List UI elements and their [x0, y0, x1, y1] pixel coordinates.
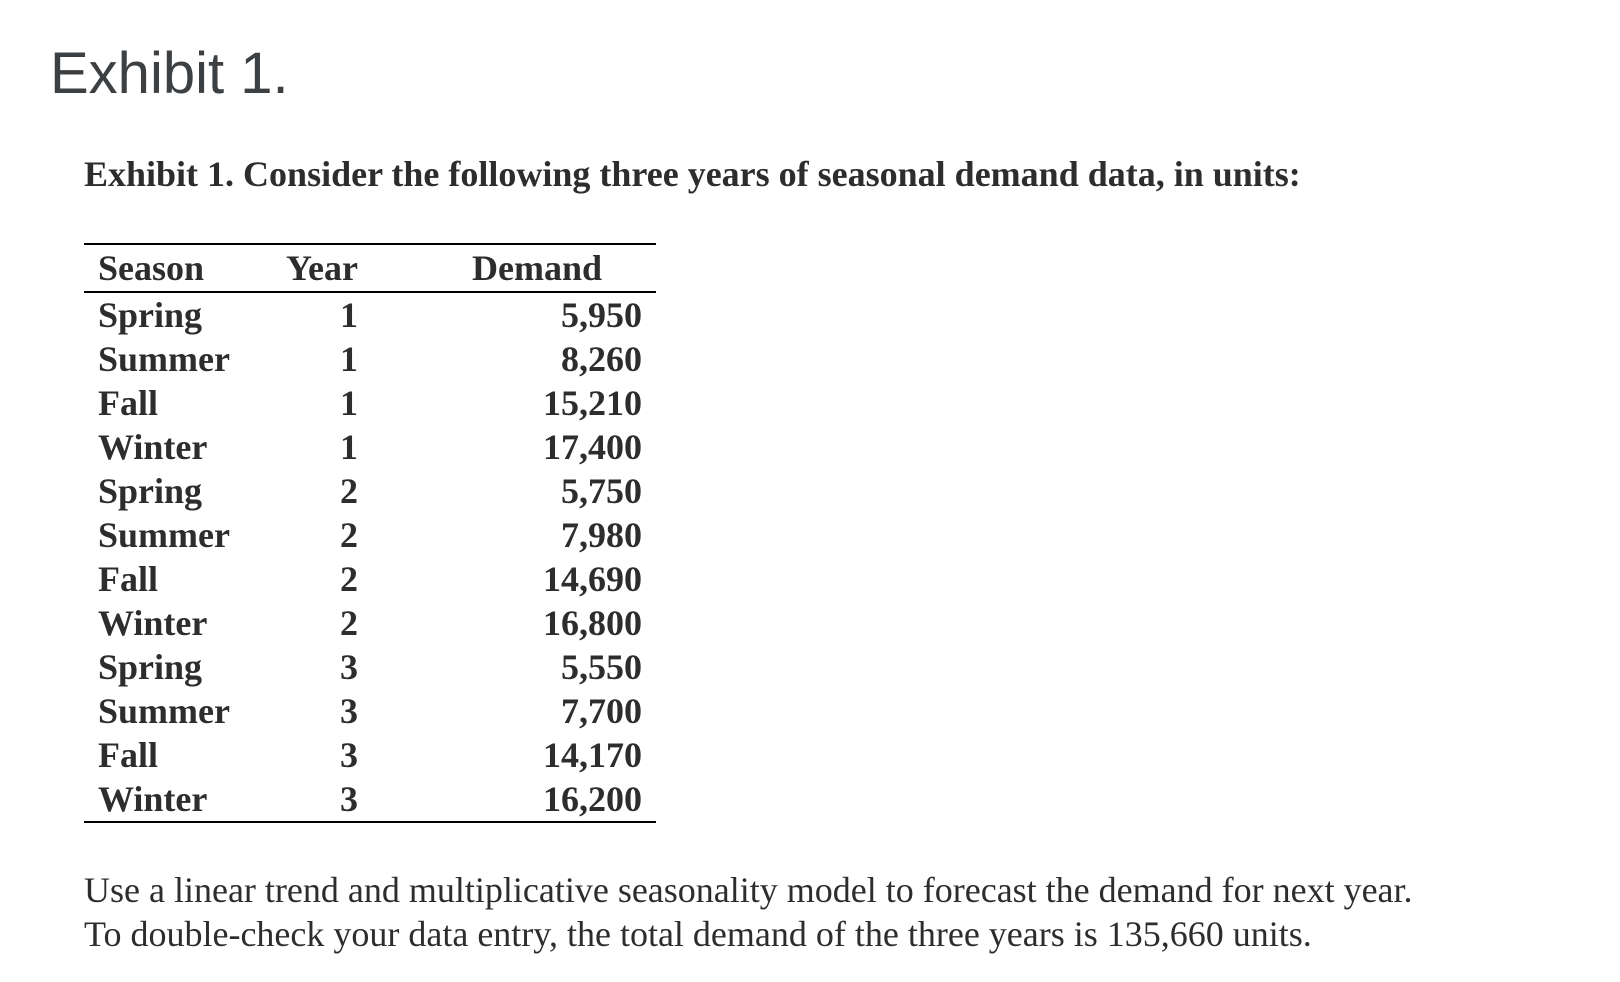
- table-row: [84, 645, 656, 689]
- cell-demand: 7,980: [561, 515, 642, 555]
- cell-demand: 7,700: [561, 691, 642, 731]
- cell-year: 2: [340, 559, 358, 599]
- cell-season: Fall: [98, 559, 158, 599]
- demand-table: [84, 243, 656, 823]
- table-row: [84, 777, 656, 822]
- cell-season: Winter: [98, 603, 208, 643]
- cell-demand: 15,210: [543, 383, 642, 423]
- table-row: [84, 337, 656, 381]
- cell-year: 2: [340, 471, 358, 511]
- cell-year: 1: [340, 295, 358, 335]
- cell-year: 1: [340, 427, 358, 467]
- cell-season: Fall: [98, 383, 158, 423]
- header-year: Year: [286, 248, 358, 288]
- cell-demand: 14,170: [543, 735, 642, 775]
- table-row: [84, 292, 656, 337]
- table-row: [84, 601, 656, 645]
- cell-season: Winter: [98, 779, 208, 819]
- cell-demand: 14,690: [543, 559, 642, 599]
- cell-season: Summer: [98, 339, 230, 379]
- table-row: [84, 425, 656, 469]
- cell-year: 3: [340, 691, 358, 731]
- question-intro: Exhibit 1. Consider the following three years of seasonal demand data, in units:: [84, 154, 1301, 194]
- cell-year: 3: [340, 735, 358, 775]
- cell-season: Fall: [98, 735, 158, 775]
- table-row: [84, 469, 656, 513]
- cell-demand: 5,550: [561, 647, 642, 687]
- page-title: Exhibit 1.: [50, 41, 289, 106]
- table-row: [84, 689, 656, 733]
- cell-year: 3: [340, 647, 358, 687]
- cell-demand: 16,800: [543, 603, 642, 643]
- table-row: [84, 381, 656, 425]
- cell-demand: 8,260: [561, 339, 642, 379]
- cell-season: Summer: [98, 515, 230, 555]
- cell-year: 3: [340, 779, 358, 819]
- cell-year: 1: [340, 339, 358, 379]
- cell-year: 2: [340, 515, 358, 555]
- table-row: [84, 557, 656, 601]
- cell-season: Spring: [98, 647, 203, 687]
- cell-season: Spring: [98, 295, 203, 335]
- cell-demand: 16,200: [543, 779, 642, 819]
- cell-season: Spring: [98, 471, 203, 511]
- instruction-line-2: To double-check your data entry, the total demand of the three years is 135,660 units.: [84, 914, 1312, 954]
- table-row: [84, 513, 656, 557]
- cell-demand: 5,950: [561, 295, 642, 335]
- table-header-row: [84, 244, 656, 292]
- header-season: Season: [98, 248, 205, 288]
- table-row: [84, 733, 656, 777]
- cell-demand: 17,400: [543, 427, 642, 467]
- header-demand: Demand: [471, 248, 602, 288]
- cell-year: 1: [340, 383, 358, 423]
- question-instructions: [84, 868, 1413, 956]
- cell-demand: 5,750: [561, 471, 642, 511]
- instruction-line-1: Use a linear trend and multiplicative seasonality model to forecast the demand for next year.: [84, 870, 1413, 910]
- cell-year: 2: [340, 603, 358, 643]
- cell-season: Summer: [98, 691, 230, 731]
- cell-season: Winter: [98, 427, 208, 467]
